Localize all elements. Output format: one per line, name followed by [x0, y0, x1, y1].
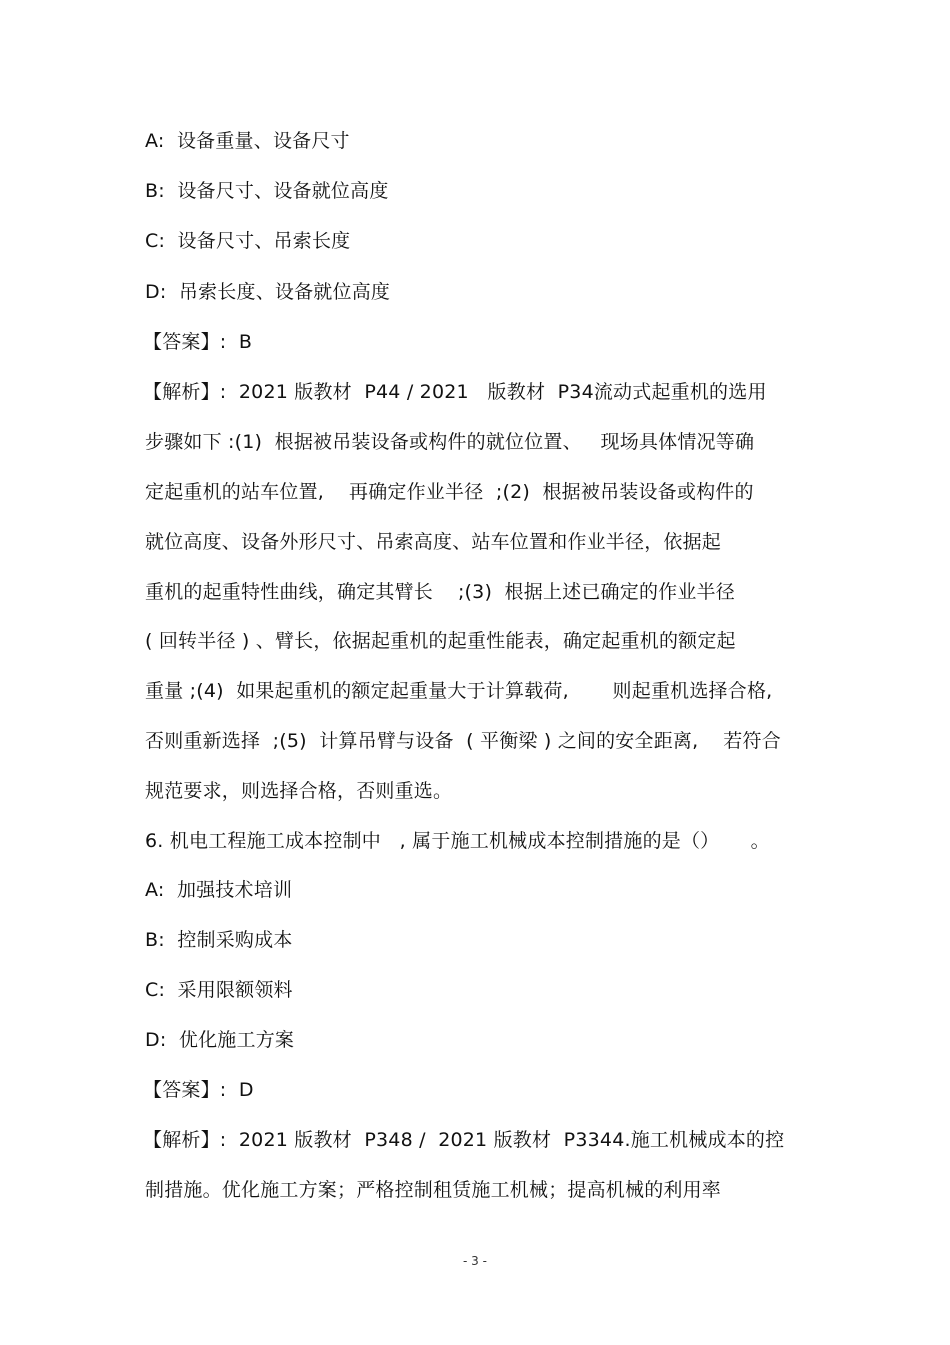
- q5-option-b: B: 设备尺寸、设备就位高度: [145, 180, 389, 202]
- q5-analysis-line: 定起重机的站车位置, 再确定作业半径 ;(2) 根据被吊装设备或构件的: [145, 481, 754, 503]
- q6-option-a: A: 加强技术培训: [145, 879, 293, 901]
- q5-option-c: C: 设备尺寸、吊索长度: [145, 230, 351, 252]
- q6-option-b: B: 控制采购成本: [145, 929, 293, 951]
- q5-analysis-line: 重量 ;(4) 如果起重机的额定起重量大于计算载荷, 则起重机选择合格,: [145, 680, 773, 702]
- q6-question: 6. 机电工程施工成本控制中 , 属于施工机械成本控制措施的是（） 。: [145, 830, 770, 852]
- q5-analysis-line: 规范要求，则选择合格，否则重选。: [145, 780, 453, 802]
- page-number: - 3 -: [463, 1254, 487, 1268]
- q5-option-a: A: 设备重量、设备尺寸: [145, 130, 350, 152]
- q5-analysis-line: ( 回转半径 ) 、臂长，依据起重机的起重性能表，确定起重机的额定起: [145, 630, 736, 652]
- q6-answer: 【答案】: D: [143, 1079, 254, 1101]
- q5-analysis-line: 重机的起重特性曲线，确定其臂长 ;(3) 根据上述已确定的作业半径: [145, 581, 735, 603]
- q6-analysis-line: 【解析】: 2021 版教材 P348 / 2021 版教材 P3344.施工机械成本的控: [143, 1129, 785, 1151]
- q5-analysis-line: 否则重新选择 ;(5) 计算吊臂与设备 ( 平衡梁 ) 之间的安全距离, 若符合: [145, 730, 781, 752]
- q5-answer: 【答案】: B: [143, 331, 253, 353]
- q5-analysis-line: 就位高度、设备外形尺寸、吊索高度、站车位置和作业半径，依据起: [145, 531, 722, 553]
- q5-analysis-line: 步骤如下 :(1) 根据被吊装设备或构件的就位位置、 现场具体情况等确: [145, 431, 755, 453]
- q6-analysis-line: 制措施。优化施工方案；严格控制租赁施工机械；提高机械的利用率: [145, 1179, 722, 1201]
- q5-analysis-line: 【解析】: 2021 版教材 P44 / 2021 版教材 P34流动式起重机的选用: [143, 381, 767, 403]
- q6-option-c: C: 采用限额领料: [145, 979, 293, 1001]
- q6-option-d: D: 优化施工方案: [145, 1029, 295, 1051]
- q5-option-d: D: 吊索长度、设备就位高度: [145, 281, 391, 303]
